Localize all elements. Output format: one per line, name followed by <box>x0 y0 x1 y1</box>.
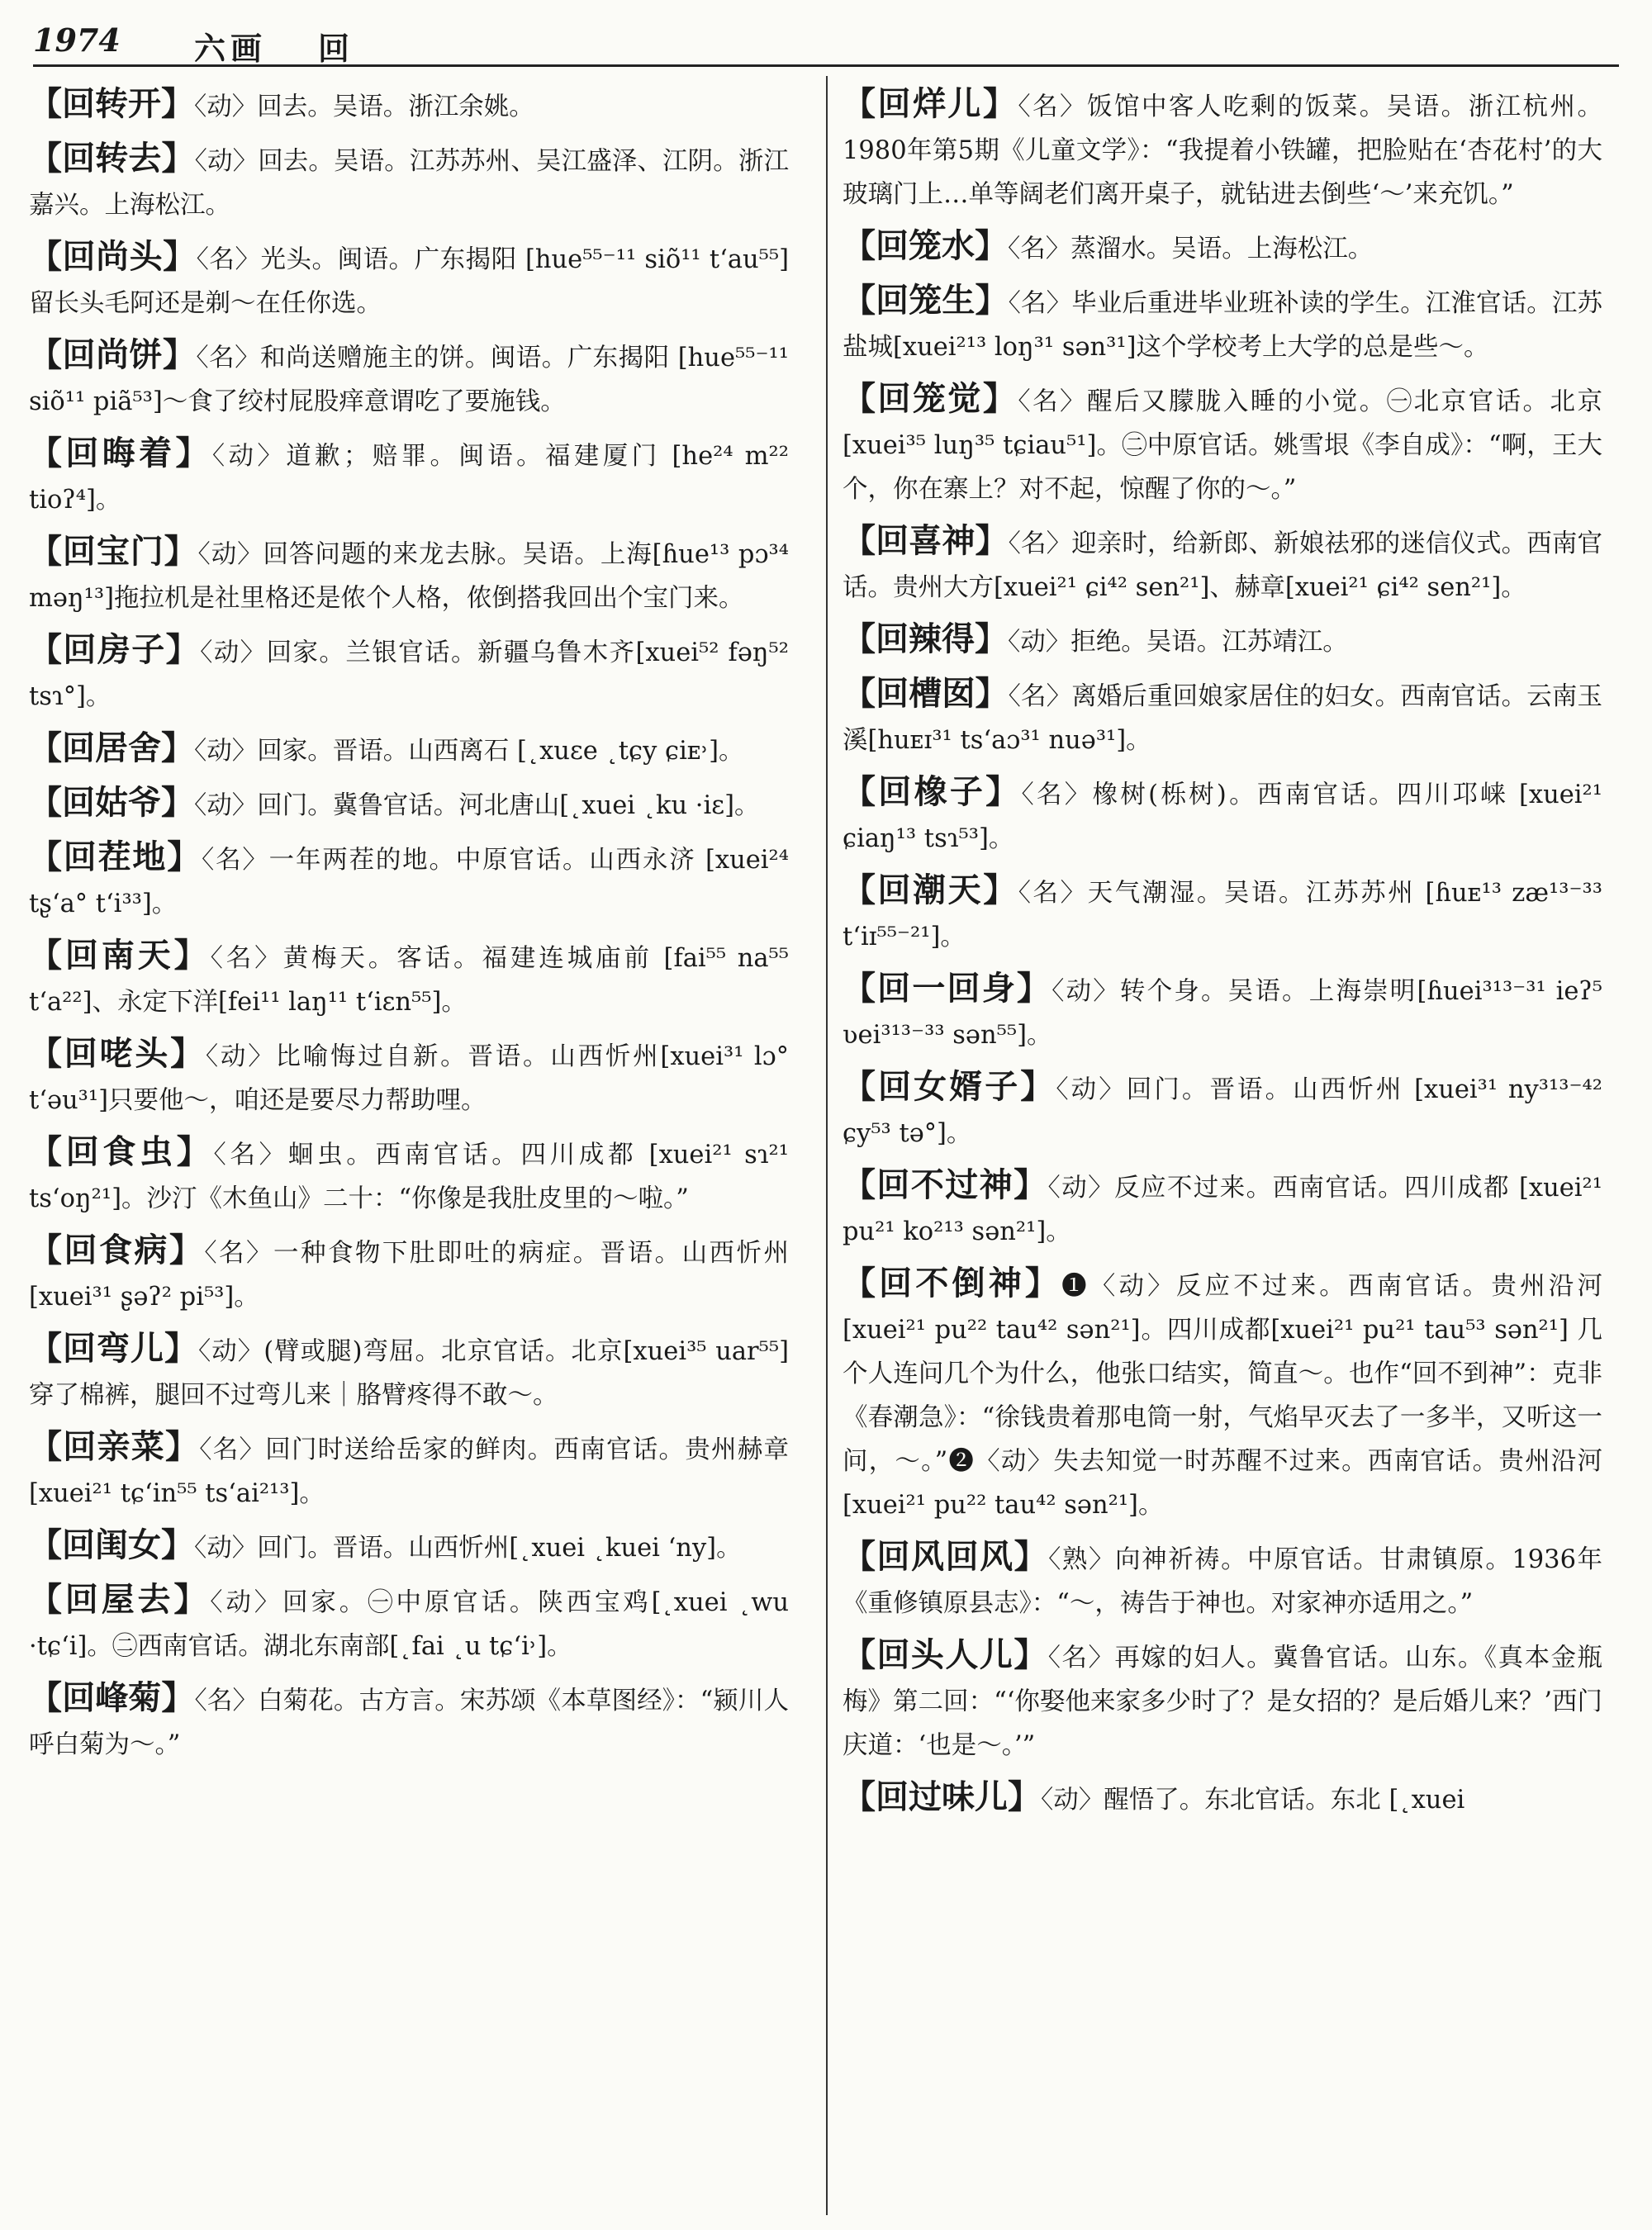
section-label: 六画 <box>194 30 268 67</box>
dictionary-entry <box>29 934 789 1024</box>
entry-definition: 〈动〉回家。兰银官话。新疆乌鲁木齐[xuei⁵² fəŋ⁵² tsɿ°]。 <box>29 638 789 711</box>
entry-definition: 〈名〉光头。闽语。广东揭阳 [hue⁵⁵⁻¹¹ siõ¹¹ tʻau⁵⁵]留长头毛阿还是剃～在任你选。 <box>29 245 789 318</box>
entry-definition: 〈熟〉向神祈祷。中原官话。甘肃镇原。1936年《重修镇原县志》：“～，祷告于神也。对家神亦适用之。” <box>843 1545 1603 1618</box>
entry-headword: 【回女婿子】 <box>843 1068 1056 1106</box>
header-rule <box>33 64 1619 67</box>
entry-headword: 【回橡子】 <box>843 773 1022 811</box>
entry-definition: 〈名〉回门时送给岳家的鲜肉。西南官话。贵州赫章[xuei²¹ tɕʻin⁵⁵ tsʻai²¹³]。 <box>29 1435 789 1508</box>
dictionary-entry <box>843 520 1602 610</box>
page-header <box>33 15 1619 67</box>
entry-headword: 【回宝门】 <box>29 533 198 571</box>
dictionary-entry <box>29 1524 789 1570</box>
entry-definition: 〈名〉毕业后重进毕业班补读的学生。江淮官话。江苏盐城[xuei²¹³ loŋ³¹ sən³¹]这个学校考上大学的总是些～。 <box>843 289 1603 362</box>
entry-headword: 【回笼水】 <box>843 227 1008 265</box>
dictionary-entry <box>29 83 789 129</box>
entry-headword: 【回茬地】 <box>29 838 202 876</box>
entry-headword: 【回姑爷】 <box>29 784 194 822</box>
dictionary-entry <box>29 1131 789 1221</box>
dictionary-entry <box>843 967 1602 1057</box>
entry-definition: 〈动〉醒悟了。东北官话。东北 [˛xuei <box>1041 1786 1465 1815</box>
entry-definition: 〈名〉和尚送赠施主的饼。闽语。广东揭阳 [hue⁵⁵⁻¹¹ siõ¹¹ piã⁵³]～食了绞村屁股痒意谓吃了要施钱。 <box>29 344 790 416</box>
dictionary-entry <box>29 137 789 227</box>
entry-headword: 【回尚头】 <box>29 238 197 276</box>
entry-definition: 〈名〉一年两茬的地。中原官话。山西永济 [xuei²⁴ tʂʻa° tʻi³³]。 <box>29 846 789 918</box>
dictionary-entry <box>29 1229 789 1319</box>
entry-definition: 〈动〉回门。冀鲁官话。河北唐山[˛xuei ˛ku ·iɛ]。 <box>194 791 760 820</box>
entry-definition: 〈名〉黄梅天。客话。福建连城庙前 [fai⁵⁵ na⁵⁵ tʻa²²]、永定下洋[fei¹¹ laŋ¹¹ tʻiɛn⁵⁵]。 <box>29 944 790 1017</box>
dictionary-entry <box>843 672 1602 762</box>
entry-headword: 【回房子】 <box>29 631 201 669</box>
entry-definition: 〈动〉道歉；赔罪。闽语。福建厦门 [he²⁴ m²² tioʔ⁴]。 <box>29 442 790 515</box>
dictionary-entry <box>29 432 789 522</box>
entry-definition: 〈动〉回家。㊀中原官话。陕西宝鸡[˛xuei ˛wu ·tɕʻi]。㊁西南官话。湖北东南部[˛fai ˛u tɕʻi˒]。 <box>29 1588 789 1661</box>
entry-definition: 〈动〉回门。晋语。山西忻州 [xuei³¹ ny³¹³⁻⁴² ɕy⁵³ tə°]。 <box>843 1075 1603 1148</box>
entry-definition: 〈名〉天气潮湿。吴语。江苏苏州 [ɦuᴇ¹³ zæ¹³⁻³³ tʻiɪ⁵⁵⁻²¹]。 <box>843 879 1602 951</box>
dictionary-entry <box>843 1164 1602 1254</box>
dictionary-entry <box>29 1578 789 1668</box>
dictionary-entry <box>29 1032 789 1122</box>
entry-definition: 〈动〉反应不过来。西南官话。四川成都 [xuei²¹ pu²¹ ko²¹³ sən²¹]。 <box>843 1174 1602 1246</box>
entry-headword: 【回亲菜】 <box>29 1428 200 1466</box>
dictionary-entry <box>843 83 1602 216</box>
entry-definition: 〈名〉蒸溜水。吴语。上海松江。 <box>1008 235 1374 263</box>
entry-headword: 【回弯儿】 <box>29 1330 198 1368</box>
entry-definition: ❶〈动〉反应不过来。西南官话。贵州沿河 [xuei²¹ pu²² tau⁴² sən²¹]。四川成都[xuei²¹ pu²¹ tau⁵³ sən²¹] 几个人连问几个为什么，他张口结实，简直～。也作“回不到神”：克非《春潮急》：“徐钱贵着那电筒一射，气焰早灭去了一多半，又听这一问，～。”❷〈动〉失去知觉一时苏醒不过来。西南官话。贵州沿河[xuei²¹ pu²² tau⁴² sən²¹]。 <box>843 1272 1602 1520</box>
entry-definition: 〈名〉迎亲时，给新郎、新娘祛邪的迷信仪式。西南官话。贵州大方[xuei²¹ ɕi⁴² sen²¹]、赫章[xuei²¹ ɕi⁴² sen²¹]。 <box>843 529 1603 602</box>
dictionary-entry <box>29 1426 789 1516</box>
entry-headword: 【回转去】 <box>29 140 195 178</box>
dictionary-entry <box>843 1262 1602 1527</box>
entry-headword: 【回尚饼】 <box>29 336 197 374</box>
left-column <box>29 83 789 1775</box>
entry-headword: 【回南天】 <box>29 937 211 975</box>
entry-definition: 〈动〉回门。晋语。山西忻州[˛xuei ˛kuei ʻny]。 <box>194 1534 742 1563</box>
entry-headword: 【回居舍】 <box>29 729 194 767</box>
dictionary-entry <box>29 727 789 773</box>
dictionary-entry <box>843 377 1602 511</box>
dictionary-entry <box>843 869 1602 959</box>
entry-definition: 〈名〉橡树(栎树)。西南官话。四川邛崃 [xuei²¹ ɕiaŋ¹³ tsɿ⁵³]。 <box>843 780 1602 853</box>
entry-definition: 〈动〉回家。晋语。山西离石 [˛xuɛe ˛tɕy ɕiᴇ˒]。 <box>194 737 744 766</box>
entry-headword: 【回不倒神】 <box>843 1264 1062 1302</box>
entry-headword: 【回晦着】 <box>29 434 212 472</box>
entry-headword: 【回风回风】 <box>843 1538 1049 1576</box>
dictionary-entry <box>29 1327 789 1417</box>
entry-headword: 【回食虫】 <box>29 1133 214 1171</box>
entry-definition: 〈名〉蛔虫。西南官话。四川成都 [xuei²¹ sɿ²¹ tsʻoŋ²¹]。沙汀《木鱼山》二十：“你像是我肚皮里的～啦。” <box>29 1141 789 1213</box>
entry-headword: 【回转开】 <box>29 85 194 123</box>
entry-headword: 【回食病】 <box>29 1231 205 1269</box>
entry-headword: 【回咾头】 <box>29 1035 206 1073</box>
dictionary-entry <box>29 1677 789 1767</box>
entry-definition: 〈名〉白菊花。古方言。宋苏颂《本草图经》：“颍川人呼白菊为～。” <box>29 1687 790 1759</box>
entry-headword: 【回喜神】 <box>843 522 1009 560</box>
entry-headword: 【回闺女】 <box>29 1526 194 1564</box>
entry-definition: 〈名〉离婚后重回娘家居住的妇女。西南官话。云南玉溪[huᴇɪ³¹ tsʻaɔ³¹ nuə³¹]。 <box>843 682 1603 755</box>
header-character: 回 <box>318 30 350 67</box>
entry-headword: 【回过味儿】 <box>843 1778 1041 1816</box>
entry-headword: 【回笼生】 <box>843 282 1009 320</box>
entry-headword: 【回潮天】 <box>843 871 1018 909</box>
entry-definition: 〈动〉回去。吴语。浙江余姚。 <box>194 93 534 121</box>
entry-headword: 【回头人儿】 <box>843 1636 1048 1674</box>
right-column <box>843 83 1602 1830</box>
entry-definition: 〈动〉(臂或腿)弯屈。北京官话。北京[xuei³⁵ uar⁵⁵] 穿了棉裤，腿回不过弯儿来｜胳臂疼得不敢～。 <box>29 1337 789 1410</box>
dictionary-entry <box>29 629 789 719</box>
entry-headword: 【回峰菊】 <box>29 1679 195 1717</box>
dictionary-entry <box>29 781 789 828</box>
dictionary-entry <box>843 1634 1602 1767</box>
entry-definition: 〈名〉再嫁的妇人。冀鲁官话。山东。《真本金瓶梅》第二回：“‘你娶他来家多少时了？是女招的？是后婚儿来？’西门庆道：‘也是～。’” <box>843 1644 1603 1760</box>
dictionary-entry <box>29 235 789 325</box>
entry-headword: 【回槽囡】 <box>843 675 1009 713</box>
entry-definition: 〈动〉回答问题的来龙去脉。吴语。上海[ɦue¹³ pɔ³⁴ məŋ¹³]拖拉机是社里格还是侬个人格，侬倒搭我回出个宝门来。 <box>29 540 789 613</box>
entry-headword: 【回烊儿】 <box>843 85 1018 123</box>
entry-definition: 〈名〉醒后又朦胧入睡的小觉。㊀北京官话。北京 [xuei³⁵ luŋ³⁵ tɕiau⁵¹]。㊁中原官话。姚雪垠《李自成》：“啊，王大个，你在寨上？对不起，惊醒了你的～。” <box>843 387 1603 504</box>
dictionary-entry <box>843 1776 1602 1822</box>
dictionary-entry <box>843 279 1602 369</box>
entry-definition: 〈动〉回去。吴语。江苏苏州、吴江盛泽、江阴。浙江嘉兴。上海松江。 <box>29 147 790 220</box>
entry-headword: 【回屋去】 <box>29 1581 211 1619</box>
dictionary-entry <box>843 618 1602 664</box>
entry-definition: 〈动〉比喻悔过自新。晋语。山西忻州[xuei³¹ lɔ° tʻəu³¹]只要他～，咱还是要尽力帮助哩。 <box>29 1042 789 1115</box>
entry-headword: 【回笼觉】 <box>843 380 1018 418</box>
dictionary-entry <box>29 334 789 424</box>
entry-definition: 〈名〉一种食物下肚即吐的病症。晋语。山西忻州[xuei³¹ ʂəʔ² pi⁵³]。 <box>29 1239 790 1312</box>
entry-headword: 【回不过神】 <box>843 1166 1048 1204</box>
dictionary-entry <box>843 1065 1602 1155</box>
dictionary-entry <box>29 530 789 620</box>
dictionary-entry <box>29 836 789 926</box>
entry-headword: 【回辣得】 <box>843 620 1008 658</box>
entry-definition: 〈名〉饭馆中客人吃剩的饭菜。吴语。浙江杭州。1980年第5期《儿童文学》：“我提着小铁罐，把脸贴在‘杏花村’的大玻璃门上…单等阔老们离开桌子，就钻进去倒些‘～’来充饥。” <box>843 93 1603 209</box>
dictionary-entry <box>843 771 1602 861</box>
entry-definition: 〈动〉转个身。吴语。上海崇明[ɦuei³¹³⁻³¹ ieʔ⁵ ʋei³¹³⁻³³ sən⁵⁵]。 <box>843 977 1602 1050</box>
page-number: 1974 <box>33 21 121 59</box>
column-divider <box>826 76 828 2215</box>
entry-headword: 【回一回身】 <box>843 970 1052 1008</box>
entry-definition: 〈动〉拒绝。吴语。江苏靖江。 <box>1008 628 1348 657</box>
dictionary-entry <box>843 225 1602 271</box>
dictionary-entry <box>843 1535 1602 1625</box>
